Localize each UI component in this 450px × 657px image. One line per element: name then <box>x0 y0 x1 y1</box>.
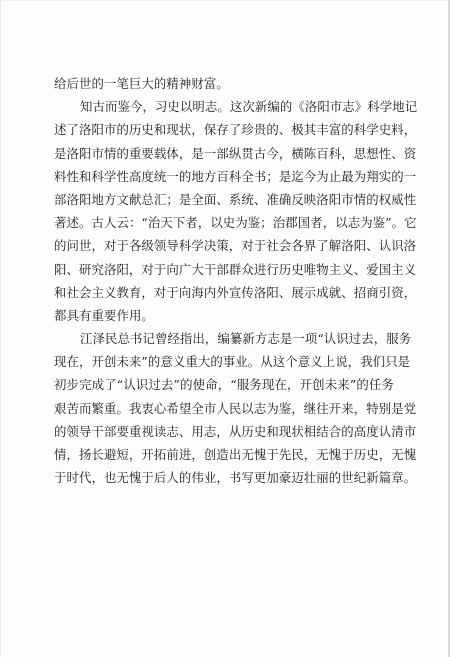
paragraph-line: 的问世，对于各级领导科学决策，对于社会各界了解洛阳、认识洛 <box>54 238 417 254</box>
paragraph-line: 著述。古人云：“治天下者，以史为鉴；治郡国者，以志为鉴”。它 <box>54 215 417 231</box>
paragraph-line: 知古而鉴今，习史以明志。这次新编的《洛阳市志》科学地记 <box>80 99 418 115</box>
paragraph-line: 于时代，也无愧于后人的伟业，书写更加豪迈壮丽的世纪新篇章。 <box>54 470 417 486</box>
paragraph-line: 初步完成了“认识过去”的使命，“服务现在，开创未来”的任务 <box>54 377 394 393</box>
paragraph-line: 阳、研究洛阳，对于向广大干部群众进行历史唯物主义、爱国主义 <box>54 261 417 277</box>
body-text <box>54 72 418 489</box>
paragraph-line: 给后世的一笔巨大的精神财富。 <box>54 76 229 91</box>
paragraph-line: 部洛阳地方文献总汇；是全面、系统、准确反映洛阳市情的权威性 <box>54 191 417 207</box>
paragraph-line: 江泽民总书记曾经指出，编纂新方志是一项“认识过去，服务 <box>80 331 412 347</box>
paragraph-line: 艰苦而繁重。我衷心希望全市人民以志为鉴，继往开来，特别是党 <box>54 400 417 416</box>
paragraph-line: 和社会主义教育，对于向海内外宣传洛阳、展示成就、招商引资， <box>54 284 417 300</box>
paragraph-line: 情，扬长避短，开拓前进，创造出无愧于先民，无愧于历史，无愧 <box>54 447 417 462</box>
paragraph-line: 料性和科学性高度统一的地方百科全书；是迄今为止最为翔实的一 <box>54 168 417 184</box>
paragraph-line: 是洛阳市情的重要载体，是一部纵贯古今，横陈百科，思想性、资 <box>54 145 417 161</box>
paragraph-line: 的领导干部要重视读志、用志，从历史和现状相结合的高度认清市 <box>54 423 417 439</box>
paragraph-line: 述了洛阳市的历史和现状，保存了珍贵的、极其丰富的科学史料， <box>54 122 417 138</box>
paragraph-line: 都具有重要作用。 <box>54 307 154 323</box>
paragraph-line: 现在，开创未来”的意义重大的事业。从这个意义上说，我们只是 <box>54 354 411 370</box>
